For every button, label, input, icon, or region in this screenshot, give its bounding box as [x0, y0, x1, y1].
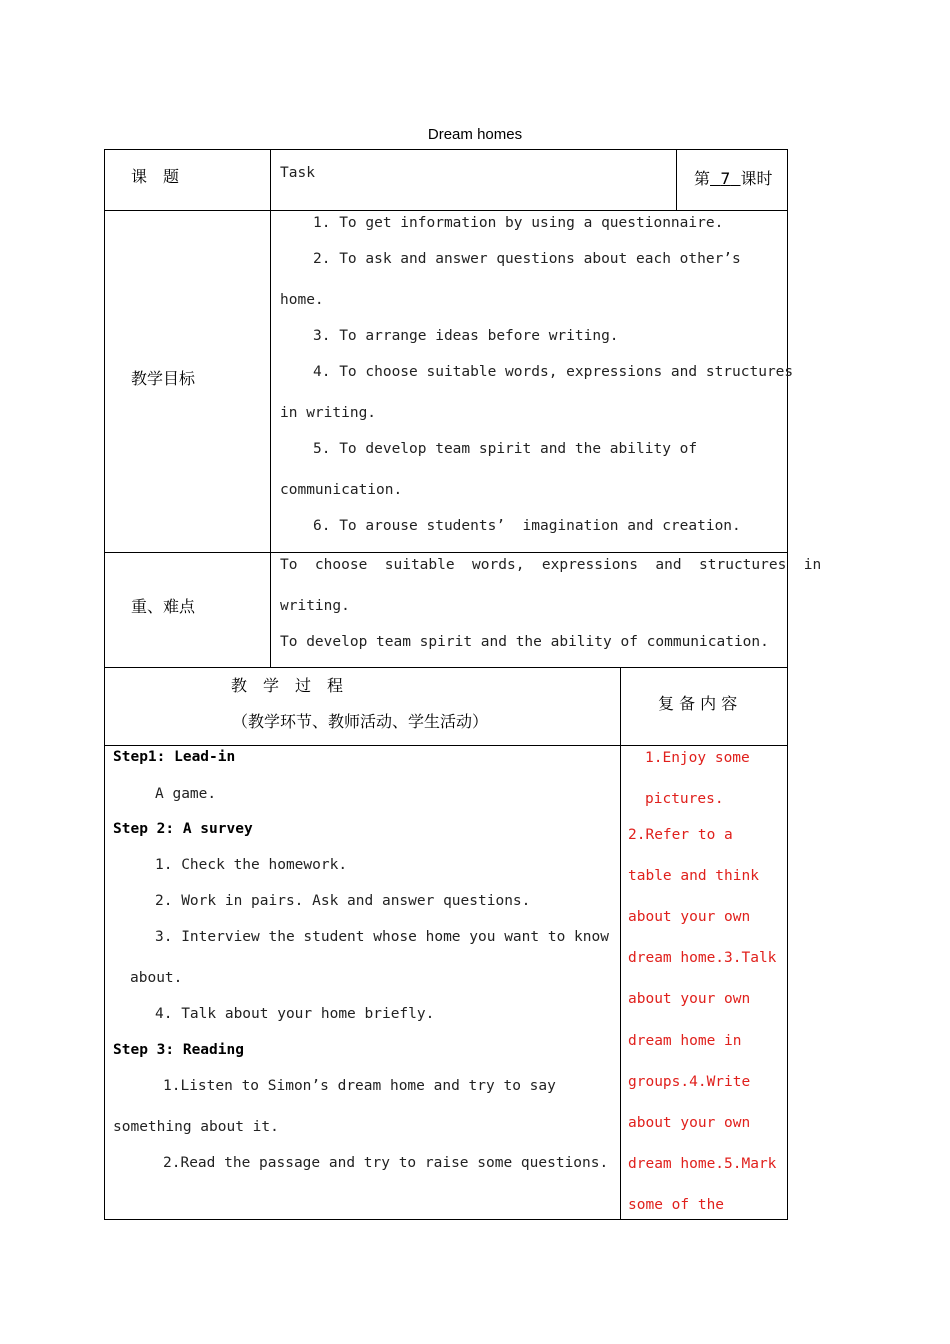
review-line: table and think — [628, 868, 759, 884]
objectives-label: 教学目标 — [131, 369, 196, 388]
key-point-line: To develop team spirit and the ability of communication. — [280, 634, 769, 650]
process-line: 2. Work in pairs. Ask and answer questions. — [155, 893, 531, 909]
review-line: pictures. — [645, 791, 724, 807]
process-line: 1. Check the homework. — [155, 857, 348, 873]
review-line: about your own — [628, 991, 751, 1007]
objective-item: in writing. — [280, 405, 377, 421]
step-heading: Step 3: Reading — [113, 1042, 244, 1058]
review-line: groups.4.Write — [628, 1074, 751, 1090]
process-line: 2.Read the passage and try to raise some questions. — [163, 1155, 609, 1171]
row-divider — [104, 552, 788, 553]
row-divider — [104, 667, 788, 668]
topic-value: Task — [280, 165, 315, 181]
process-line: something about it. — [113, 1119, 279, 1135]
objective-item: 1. To get information by using a questionnaire. — [313, 215, 724, 231]
process-line: A game. — [155, 786, 217, 802]
objective-item: 6. To arouse students’ imagination and creation. — [313, 518, 741, 534]
key-points-label: 重、难点 — [131, 597, 196, 616]
review-line: 1.Enjoy some — [645, 750, 750, 766]
topic-label: 课 题 — [131, 167, 180, 186]
objective-item: communication. — [280, 482, 403, 498]
process-subtitle: （教学环节、教师活动、学生活动） — [232, 712, 489, 731]
row-divider — [104, 745, 788, 746]
lesson-plan-table — [104, 149, 788, 1220]
process-line: 1.Listen to Simon’s dream home and try to say — [163, 1078, 556, 1094]
process-line: 3. Interview the student whose home you want to know — [155, 929, 609, 945]
column-divider — [620, 667, 621, 1220]
objective-item: 4. To choose suitable words, expressions and structures — [313, 364, 794, 380]
column-divider — [270, 149, 271, 667]
process-title: 教 学 过 程 — [231, 676, 344, 695]
objective-item: 5. To develop team spirit and the ability of — [313, 441, 698, 457]
review-line: dream home.3.Talk — [628, 950, 777, 966]
objective-item: home. — [280, 292, 324, 308]
key-point-line: writing. — [280, 598, 350, 614]
step-heading: Step1: Lead-in — [113, 749, 236, 765]
step-heading: Step 2: A survey — [113, 821, 253, 837]
process-line: 4. Talk about your home briefly. — [155, 1006, 435, 1022]
objective-item: 2. To ask and answer questions about each other’s — [313, 251, 741, 267]
row-divider — [104, 210, 788, 211]
objective-item: 3. To arrange ideas before writing. — [313, 328, 619, 344]
review-line: 2.Refer to a — [628, 827, 733, 843]
review-line: dream home.5.Mark — [628, 1156, 777, 1172]
lesson-number: 第 7 课时 — [694, 169, 773, 188]
column-divider — [676, 149, 677, 210]
review-line: about your own — [628, 1115, 751, 1131]
review-title: 复 备 内 容 — [658, 694, 738, 713]
key-point-line: To choose suitable words, expressions and structures in — [280, 557, 822, 573]
review-line: about your own — [628, 909, 751, 925]
process-line: about. — [130, 970, 183, 986]
review-line: some of the — [628, 1197, 725, 1213]
review-line: dream home in — [628, 1033, 742, 1049]
document-title: Dream homes — [427, 126, 523, 143]
